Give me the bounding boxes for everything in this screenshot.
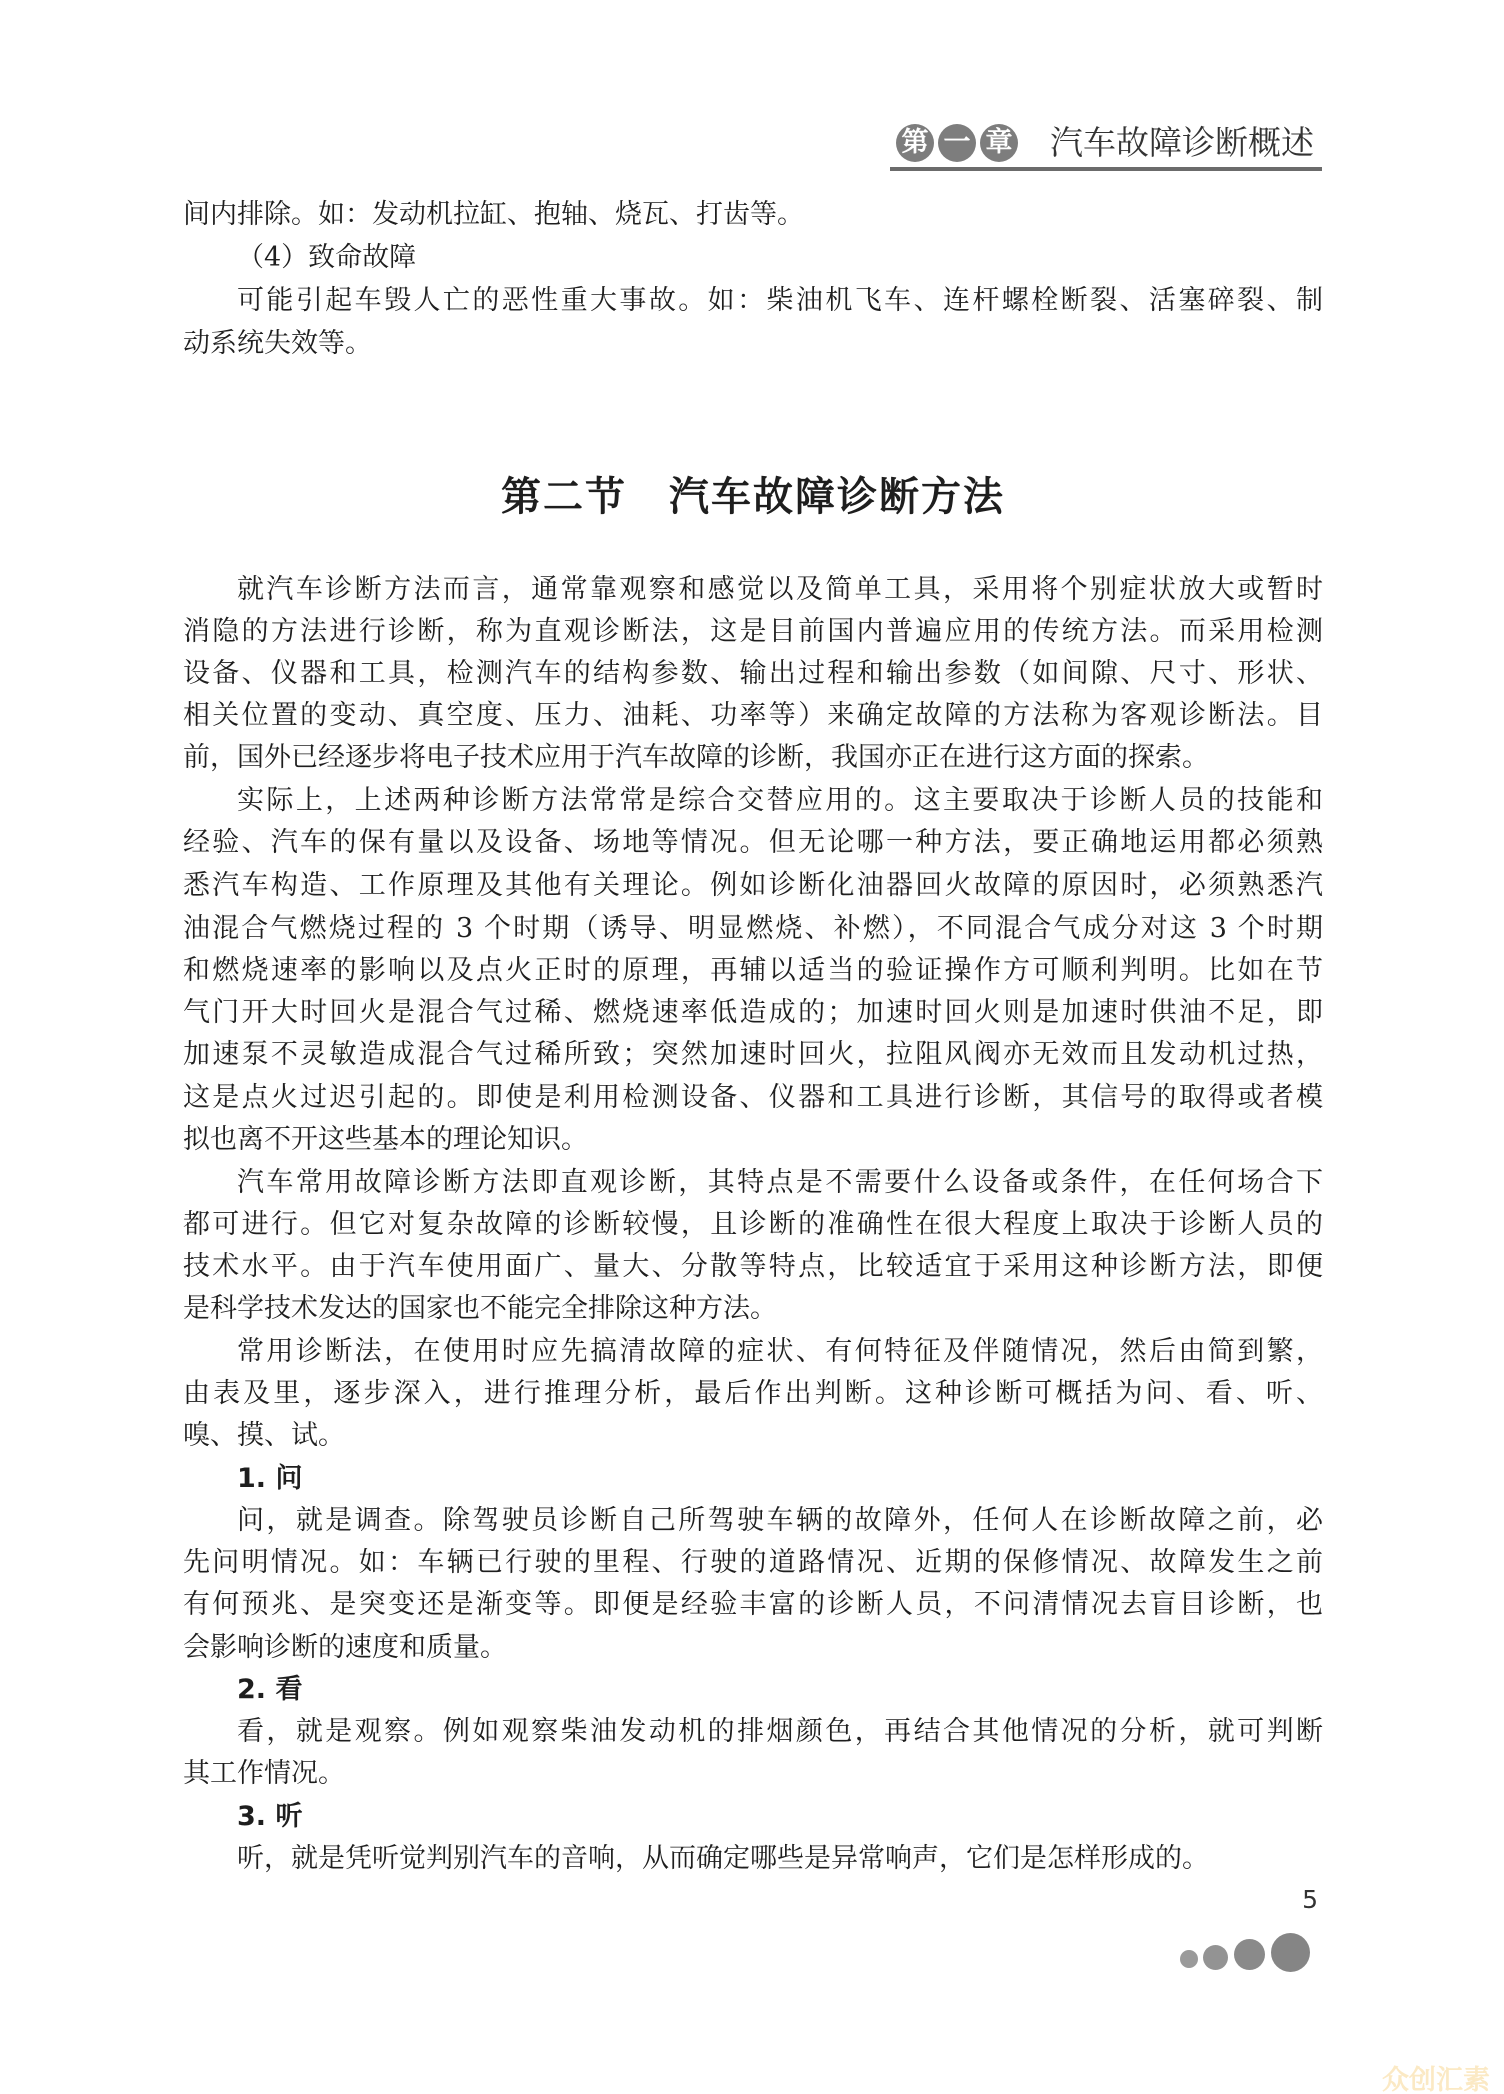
ornament-dot (1180, 1950, 1198, 1968)
watermark: 众创汇素 (1382, 2065, 1490, 2094)
paragraph-line: 其工作情况。 (183, 1758, 345, 1789)
paragraph-line: 和燃烧速率的影响以及点火正时的原理，再辅以适当的验证操作方可顺利判明。比如在节 (183, 955, 1323, 986)
text-line: 间内排除。如：发动机拉缸、抱轴、烧瓦、打齿等。 (183, 199, 804, 230)
subheading-listen: 3. 听 (237, 1801, 303, 1832)
paragraph-line: 前，国外已经逐步将电子技术应用于汽车故障的诊断，我国亦正在进行这方面的探索。 (183, 742, 1209, 773)
paragraph-line: 这是点火过迟引起的。即使是利用检测设备、仪器和工具进行诊断，其信号的取得或者模 (183, 1082, 1323, 1113)
paragraph-line: 气门开大时回火是混合气过稀、燃烧速率低造成的；加速时回火则是加速时供油不足，即 (183, 997, 1323, 1028)
chapter-circle-3: 章 (980, 124, 1018, 162)
ornament-dot (1271, 1933, 1310, 1972)
subheading-fatal-fault: （4）致命故障 (237, 242, 417, 273)
paragraph-line: 问，就是调查。除驾驶员诊断自己所驾驶车辆的故障外，任何人在诊断故障之前，必 (237, 1505, 1323, 1536)
page-number: 5 (1302, 1885, 1318, 1914)
paragraph-line: 悉汽车构造、工作原理及其他有关理论。例如诊断化油器回火故障的原因时，必须熟悉汽 (183, 870, 1323, 901)
paragraph-line: 先问明情况。如：车辆已行驶的里程、行驶的道路情况、近期的保修情况、故障发生之前 (183, 1547, 1323, 1578)
paragraph-line: 由表及里，逐步深入，进行推理分析，最后作出判断。这种诊断可概括为问、看、听、 (183, 1378, 1323, 1409)
paragraph-line: 实际上，上述两种诊断方法常常是综合交替应用的。这主要取决于诊断人员的技能和 (237, 785, 1323, 816)
subheading-look: 2. 看 (237, 1674, 303, 1705)
paragraph-line: 消隐的方法进行诊断，称为直观诊断法，这是目前国内普遍应用的传统方法。而采用检测 (183, 616, 1323, 647)
page-dots-ornament (1180, 1930, 1320, 1974)
subheading-ask: 1. 问 (237, 1463, 303, 1494)
ornament-dot (1234, 1939, 1265, 1970)
chapter-circle-2: 一 (938, 124, 976, 162)
paragraph-line: 拟也离不开这些基本的理论知识。 (183, 1124, 588, 1155)
paragraph-line: 经验、汽车的保有量以及设备、场地等情况。但无论哪一种方法，要正确地运用都必须熟 (183, 827, 1323, 858)
paragraph-line: 看，就是观察。例如观察柴油发动机的排烟颜色，再结合其他情况的分析，就可判断 (237, 1716, 1323, 1747)
paragraph-line: 就汽车诊断方法而言，通常靠观察和感觉以及简单工具，采用将个别症状放大或暂时 (237, 574, 1323, 605)
section-title: 第二节 汽车故障诊断方法 (501, 473, 1005, 520)
paragraph-line: 相关位置的变动、真空度、压力、油耗、功率等）来确定故障的方法称为客观诊断法。目 (183, 700, 1323, 731)
paragraph-line: 技术水平。由于汽车使用面广、量大、分散等特点，比较适宜于采用这种诊断方法，即便 (183, 1251, 1323, 1282)
chapter-title: 汽车故障诊断概述 (1050, 123, 1314, 162)
paragraph-line: 汽车常用故障诊断方法即直观诊断，其特点是不需要什么设备或条件，在任何场合下 (237, 1167, 1323, 1198)
paragraph-line: 有何预兆、是突变还是渐变等。即便是经验丰富的诊断人员，不问清情况去盲目诊断，也 (183, 1589, 1323, 1620)
header-rule (890, 167, 1322, 171)
paragraph-line: 都可进行。但它对复杂故障的诊断较慢，且诊断的准确性在很大程度上取决于诊断人员的 (183, 1209, 1323, 1240)
paragraph-line: 设备、仪器和工具，检测汽车的结构参数、输出过程和输出参数（如间隙、尺寸、形状、 (183, 658, 1323, 689)
paragraph-line: 加速泵不灵敏造成混合气过稀所致；突然加速时回火，拉阻风阀亦无效而且发动机过热， (183, 1039, 1323, 1070)
paragraph-line: 会影响诊断的速度和质量。 (183, 1632, 507, 1663)
paragraph-line: 油混合气燃烧过程的 3 个时期（诱导、明显燃烧、补燃），不同混合气成分对这 3 个时期 (183, 913, 1323, 944)
paragraph-line: 常用诊断法，在使用时应先搞清故障的症状、有何特征及伴随情况，然后由简到繁， (237, 1336, 1323, 1367)
paragraph-line: 嗅、摸、试。 (183, 1420, 345, 1451)
chapter-circle-1: 第 (896, 124, 934, 162)
chapter-header (890, 120, 1322, 172)
paragraph-line: 是科学技术发达的国家也不能完全排除这种方法。 (183, 1293, 777, 1324)
text-line: 可能引起车毁人亡的恶性重大事故。如：柴油机飞车、连杆螺栓断裂、活塞碎裂、制 (237, 285, 1323, 316)
text-line: 动系统失效等。 (183, 328, 372, 359)
ornament-dot (1203, 1945, 1228, 1970)
paragraph-line: 听，就是凭听觉判别汽车的音响，从而确定哪些是异常响声，它们是怎样形成的。 (237, 1843, 1209, 1874)
